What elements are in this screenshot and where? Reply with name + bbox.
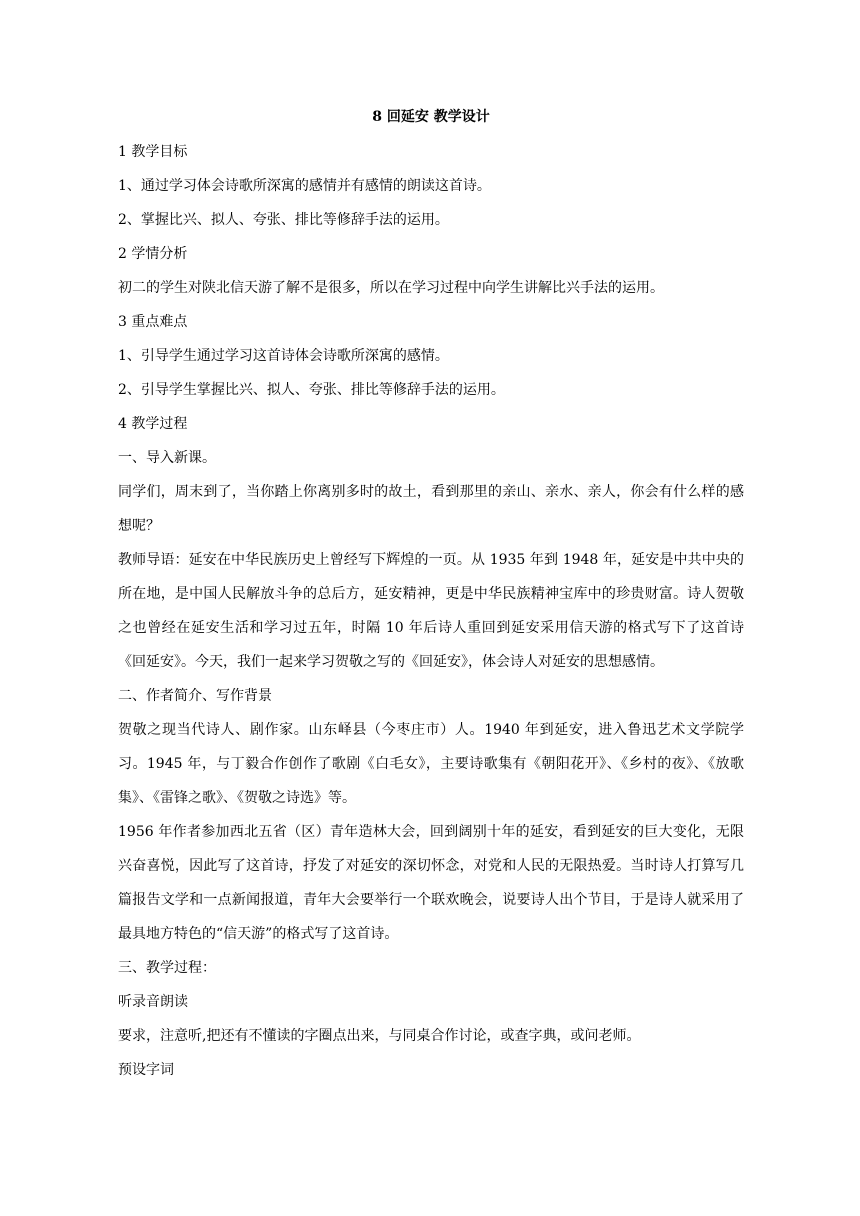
body-paragraph: 听录音朗读 <box>118 994 188 1010</box>
body-paragraph: 预设字词 <box>118 1062 174 1078</box>
body-paragraph: 同学们，周末到了，当你踏上你离别多时的故土，看到那里的亲山、亲水、亲人，你会有什么样的感想呢？ <box>118 484 744 534</box>
subheading-teaching-steps: 三、教学过程： <box>118 960 216 976</box>
student-analysis-text: 初二的学生对陕北信天游了解不是很多，所以在学习过程中向学生讲解比兴手法的运用。 <box>118 280 664 296</box>
document-page <box>118 107 744 1087</box>
body-paragraph: 贺敬之现当代诗人、剧作家。山东峄县（今枣庄市）人。1940 年到延安，进入鲁迅艺术文学院学习。1945 年，与丁毅合作创作了歌剧《白毛女》，主要诗歌集有《朝阳花开》、《乡村的夜》、《放歌集》、《雷锋之歌》、《贺敬之诗选》等。 <box>118 722 744 806</box>
subheading-introduction: 一、导入新课。 <box>118 450 216 466</box>
body-paragraph: 1956 年作者参加西北五省（区）青年造林大会，回到阔别十年的延安，看到延安的巨大变化，无限兴奋喜悦，因此写了这首诗，抒发了对延安的深切怀念，对党和人民的无限热爱。当时诗人打算写几篇报告文学和一点新闻报道，青年大会要举行一个联欢晚会，说要诗人出个节目，于是诗人就采用了最具地方特色的“信天游”的格式写了这首诗。 <box>118 824 744 942</box>
objective-item: 1、通过学习体会诗歌所深寓的感情并有感情的朗读这首诗。 <box>118 178 491 194</box>
objective-item: 2、掌握比兴、拟人、夸张、排比等修辞手法的运用。 <box>118 212 449 228</box>
section-heading-objectives: 1 教学目标 <box>118 144 188 160</box>
key-point-item: 1、引导学生通过学习这首诗体会诗歌所深寓的感情。 <box>118 348 449 364</box>
section-heading-student-analysis: 2 学情分析 <box>118 246 188 262</box>
key-point-item: 2、引导学生掌握比兴、拟人、夸张、排比等修辞手法的运用。 <box>118 382 505 398</box>
body-paragraph: 教师导语：延安在中华民族历史上曾经写下辉煌的一页。从 1935 年到 1948 年，延安是中共中央的所在地，是中国人民解放斗争的总后方，延安精神，更是中华民族精神宝库中的珍贵财富。诗人贺敬之也曾经在延安生活和学习过五年，时隔 10 年后诗人重回到延安采用信天游的格式写下了这首诗《回延安》。今天，我们一起来学习贺敬之写的《回延安》，体会诗人对延安的思想感情。 <box>118 552 744 670</box>
document-title: 8 回延安 教学设计 <box>372 109 490 125</box>
body-paragraph: 要求，注意听,把还有不懂读的字圈点出来，与同桌合作讨论，或查字典，或问老师。 <box>118 1028 641 1044</box>
subheading-author-background: 二、作者简介、写作背景 <box>118 688 272 704</box>
section-heading-key-points: 3 重点难点 <box>118 314 188 330</box>
section-heading-teaching-process: 4 教学过程 <box>118 416 188 432</box>
